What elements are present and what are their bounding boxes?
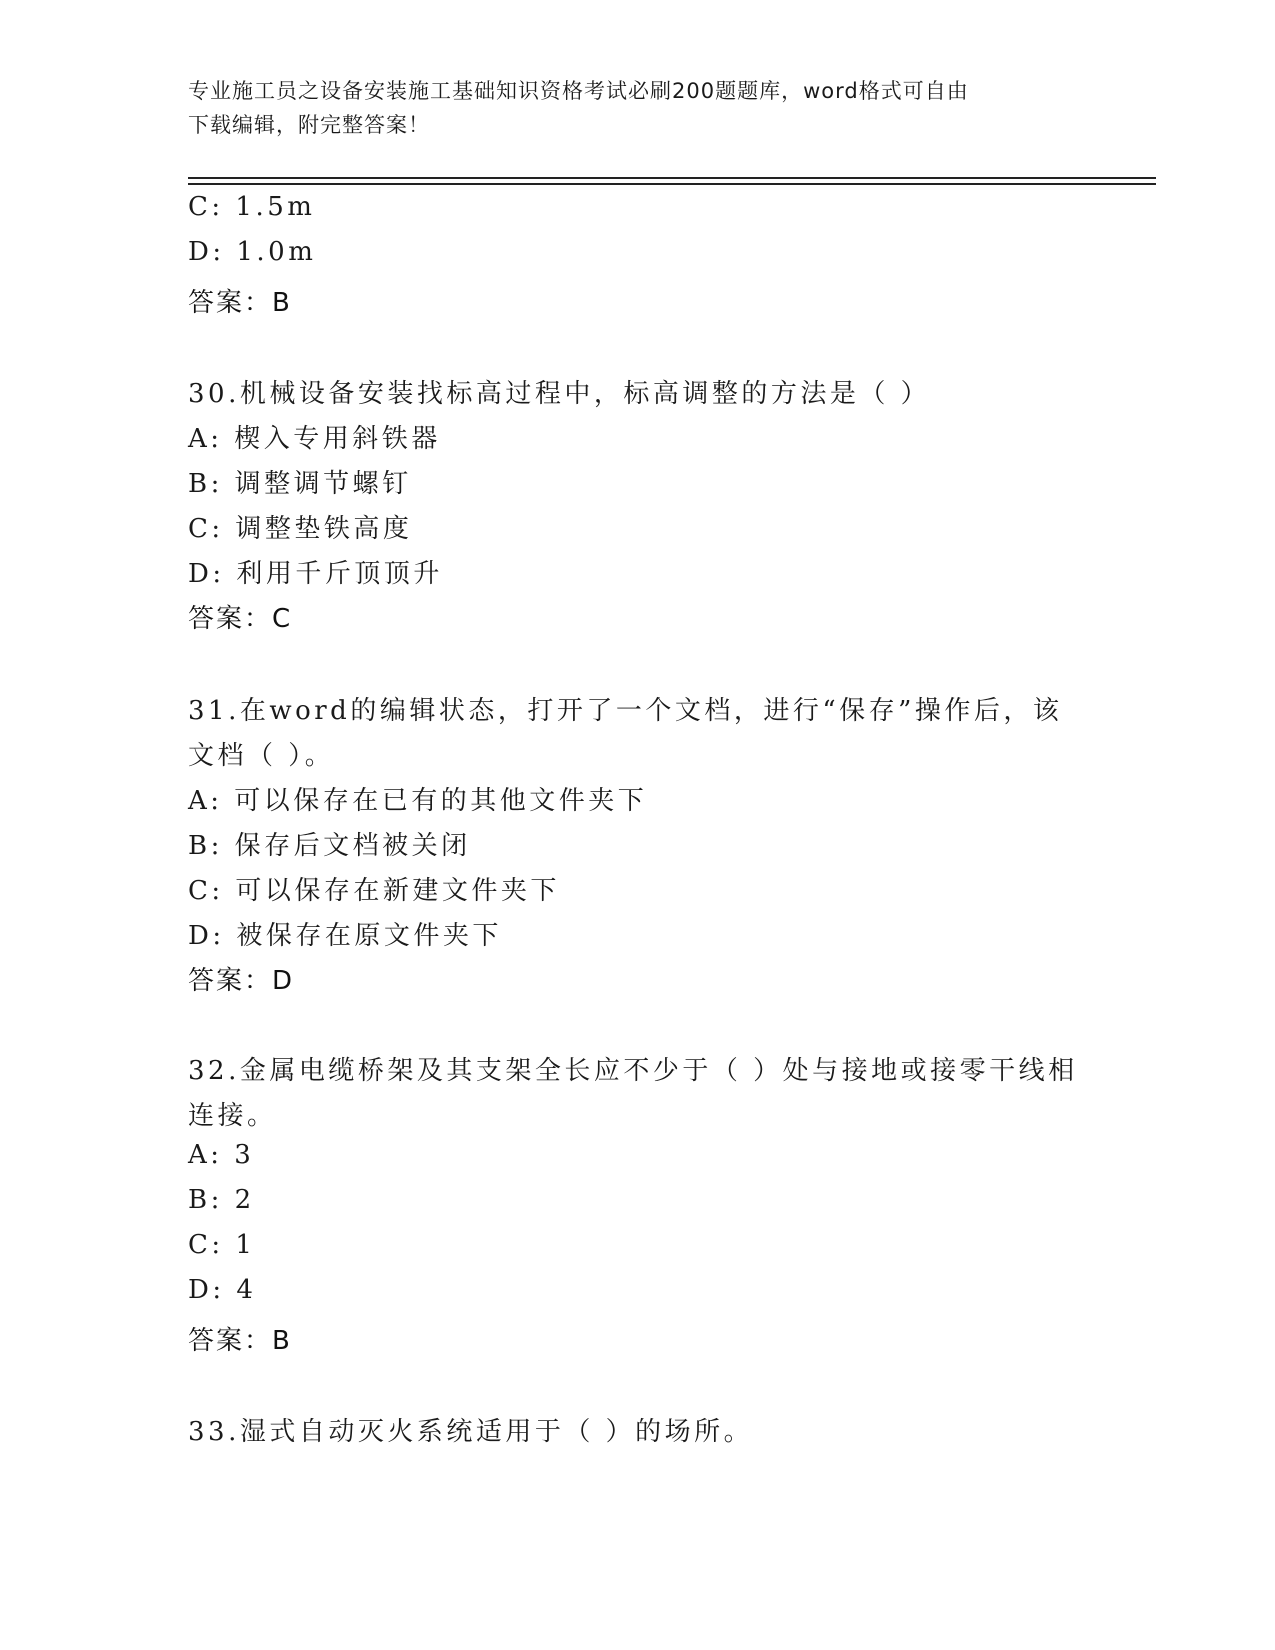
- header-rule-top: [188, 177, 1156, 179]
- question-31-text-line-1: 31.在word的编辑状态，打开了一个文档，进行“保存”操作后，该: [188, 696, 1063, 726]
- question-30-text: 30.机械设备安装找标高过程中，标高调整的方法是（ ）: [188, 379, 931, 409]
- prev-option-c: C: 1.5m: [188, 192, 316, 222]
- header-rule-bottom: [188, 183, 1156, 185]
- question-30-option-b: B: 调整调节螺钉: [188, 469, 412, 499]
- question-30-option-a: A: 楔入专用斜铁器: [188, 424, 441, 454]
- document-header: [188, 74, 1088, 142]
- question-30-option-d: D: 利用千斤顶顶升: [188, 559, 443, 589]
- question-32-option-c: C: 1: [188, 1230, 256, 1260]
- question-31-option-a: A: 可以保存在已有的其他文件夹下: [188, 786, 648, 816]
- prev-option-d: D: 1.0m: [188, 237, 317, 267]
- question-30-answer: 答案：C: [188, 604, 293, 634]
- question-30-option-c: C: 调整垫铁高度: [188, 514, 413, 544]
- question-32-option-b: B: 2: [188, 1185, 255, 1215]
- question-32-option-a: A: 3: [188, 1140, 255, 1170]
- question-32-answer: 答案：B: [188, 1326, 292, 1356]
- question-31-option-d: D: 被保存在原文件夹下: [188, 921, 502, 951]
- header-line-2: 下载编辑，附完整答案！: [188, 113, 430, 137]
- header-line-1: 专业施工员之设备安装施工基础知识资格考试必刷200题题库，word格式可自由: [188, 79, 969, 103]
- question-32-option-d: D: 4: [188, 1275, 257, 1305]
- question-31-option-b: B: 保存后文档被关闭: [188, 831, 471, 861]
- question-33-text: 33.湿式自动灭火系统适用于（ ）的场所。: [188, 1417, 754, 1447]
- question-31-answer: 答案：D: [188, 966, 295, 996]
- question-32-text-line-2: 连接。: [188, 1101, 277, 1131]
- question-31-option-c: C: 可以保存在新建文件夹下: [188, 876, 560, 906]
- prev-answer: 答案：B: [188, 288, 292, 318]
- question-31-text-line-2: 文档（ ）。: [188, 741, 335, 771]
- question-32-text-line-1: 32.金属电缆桥架及其支架全长应不少于（ ）处与接地或接零干线相: [188, 1056, 1078, 1086]
